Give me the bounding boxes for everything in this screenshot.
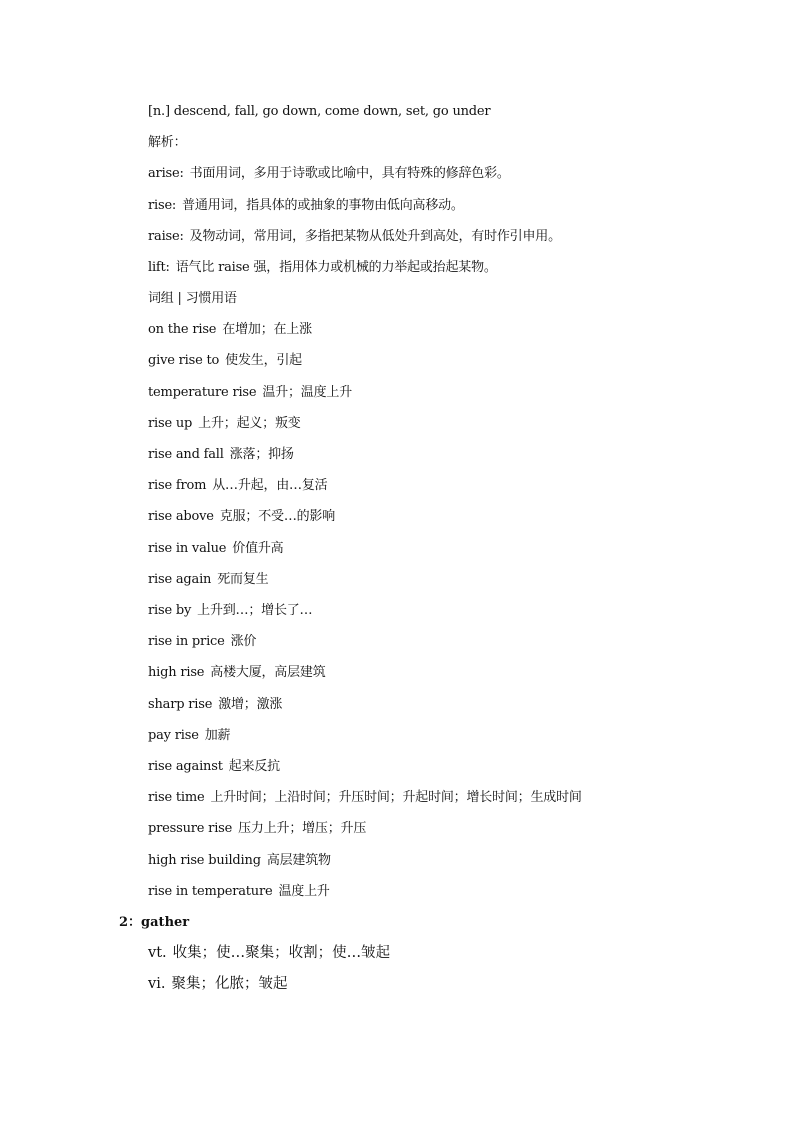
phrase-en: pay rise <box>148 728 199 743</box>
definition-text: 聚集；化脓；皱起 <box>171 976 288 992</box>
phrase-item <box>148 321 312 339</box>
phrase-en: rise again <box>148 572 212 587</box>
phrase-item <box>148 820 366 838</box>
phrase-en: rise in temperature <box>148 884 273 899</box>
phrase-item <box>148 852 331 870</box>
phrase-zh: 在增加；在上涨 <box>222 322 312 337</box>
phrase-zh: 涨价 <box>230 634 257 649</box>
phrase-zh: 价值升高 <box>232 541 284 556</box>
analysis-text: 语气比 raise 强，指用体力或机械的力举起或抬起某物。 <box>175 260 497 275</box>
phrase-en: on the rise <box>148 322 217 337</box>
phrase-item <box>148 446 294 464</box>
phrase-zh: 高层建筑物 <box>266 853 331 868</box>
phrase-en: rise above <box>148 509 214 524</box>
analysis-item <box>148 165 510 183</box>
phrase-en: rise up <box>148 416 193 431</box>
part-of-speech: vt. <box>148 945 167 961</box>
phrases-label: 词组 | 习惯用语 <box>148 291 237 306</box>
phrase-en: give rise to <box>148 353 220 368</box>
phrase-zh: 上升到…；增长了… <box>197 603 313 618</box>
phrase-zh: 压力上升；增压；升压 <box>238 821 367 836</box>
phrase-zh: 高楼大厦，高层建筑 <box>210 665 326 680</box>
phrase-en: rise time <box>148 790 205 805</box>
phrase-zh: 加薪 <box>204 728 231 743</box>
phrase-en: rise in value <box>148 541 227 556</box>
phrase-en: high rise <box>148 665 205 680</box>
phrase-en: temperature rise <box>148 385 257 400</box>
phrase-item <box>148 540 283 558</box>
analysis-text: 书面用词，多用于诗歌或比喻中，具有特殊的修辞色彩。 <box>189 166 510 181</box>
phrase-item <box>148 664 326 682</box>
phrase-item <box>148 508 335 526</box>
phrase-en: rise from <box>148 478 207 493</box>
phrase-en: rise and fall <box>148 447 224 462</box>
analysis-word: rise: <box>148 198 177 213</box>
phrase-zh: 上升时间；上沿时间；升压时间；升起时间；增长时间；生成时间 <box>210 790 582 805</box>
phrase-zh: 温升；温度上升 <box>262 385 353 400</box>
part-of-speech: vi. <box>148 976 166 992</box>
phrase-en: high rise building <box>148 853 261 868</box>
phrase-item <box>148 477 327 495</box>
opposites-line: [n.] descend, fall, go down, come down, set, go under <box>148 104 491 119</box>
analysis-text: 普通用词，指具体的或抽象的事物由低向高移动。 <box>182 198 464 213</box>
analysis-word: raise: <box>148 229 184 244</box>
phrase-zh: 死而复生 <box>217 572 269 587</box>
phrase-zh: 涨落；抑扬 <box>229 447 294 462</box>
phrase-zh: 激增；激涨 <box>218 697 283 712</box>
phrase-item <box>148 384 352 402</box>
analysis-item <box>148 197 464 215</box>
definition-line <box>148 944 390 962</box>
analysis-item <box>148 228 561 246</box>
phrase-en: rise in price <box>148 634 225 649</box>
phrase-item <box>148 758 280 776</box>
analysis-text: 及物动词，常用词，多指把某物从低处升到高处，有时作引申用。 <box>189 229 561 244</box>
phrase-item <box>148 696 282 714</box>
entry-heading: 2：gather <box>119 915 190 930</box>
analysis-word: lift: <box>148 260 170 275</box>
phrase-en: rise by <box>148 603 192 618</box>
phrase-item <box>148 633 256 651</box>
phrase-zh: 克服；不受…的影响 <box>219 509 336 524</box>
phrase-zh: 从…升起，由…复活 <box>212 478 328 493</box>
analysis-item <box>148 259 497 277</box>
definition-text: 收集；使…聚集；收割；使…皱起 <box>172 945 391 961</box>
analysis-word: arise: <box>148 166 184 181</box>
phrase-en: sharp rise <box>148 697 213 712</box>
phrase-zh: 起来反抗 <box>228 759 280 774</box>
phrase-item <box>148 602 312 620</box>
definition-line <box>148 975 287 993</box>
phrase-item <box>148 415 301 433</box>
phrase-item <box>148 352 302 370</box>
phrase-en: pressure rise <box>148 821 233 836</box>
phrase-zh: 使发生，引起 <box>225 353 302 368</box>
phrase-item <box>148 789 582 807</box>
phrase-item <box>148 571 268 589</box>
phrase-zh: 上升；起义；叛变 <box>198 416 301 431</box>
phrase-zh: 温度上升 <box>278 884 330 899</box>
phrase-item <box>148 727 230 745</box>
phrase-item <box>148 883 330 901</box>
analysis-label: 解析： <box>148 135 187 150</box>
phrase-en: rise against <box>148 759 223 774</box>
